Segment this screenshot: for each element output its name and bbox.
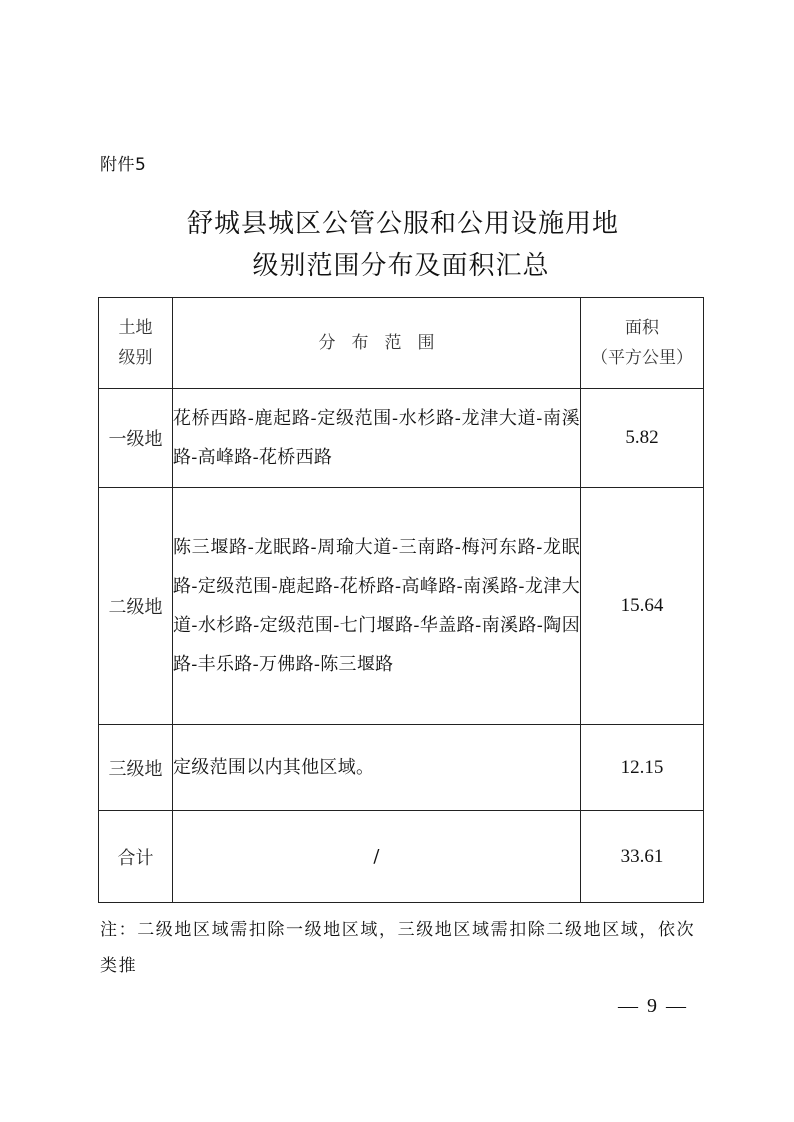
- row-range: 定级范围以内其他区域。: [173, 725, 581, 811]
- header-area: [581, 298, 704, 389]
- attachment-label: 附件5: [100, 155, 147, 175]
- row-area: 12.15: [581, 725, 704, 811]
- row-level: 一级地: [99, 389, 173, 488]
- row-area: 5.82: [581, 389, 704, 488]
- header-area-line1: 面积: [625, 318, 659, 338]
- document-title-line1: 舒城县城区公管公服和公用设施用地: [186, 209, 619, 239]
- page-number: — 9 —: [618, 995, 688, 1017]
- table-header-row: [99, 298, 704, 389]
- header-level: [99, 298, 173, 389]
- row-range: 陈三堰路-龙眠路-周瑜大道-三南路-梅河东路-龙眠路-定级范围-鹿起路-花桥路-高峰路-南溪路-龙津大道-水杉路-定级范围-七门堰路-华盖路-南溪路-陶因路-丰乐路-万佛路-陈三堰路: [173, 488, 581, 725]
- land-level-summary-table: [98, 297, 704, 903]
- row-range: 花桥西路-鹿起路-定级范围-水杉路-龙津大道-南溪路-高峰路-花桥西路: [173, 389, 581, 488]
- row-area: 15.64: [581, 488, 704, 725]
- header-level-line2: 级别: [118, 348, 153, 368]
- row-level: 合计: [99, 811, 173, 903]
- row-level: 二级地: [99, 488, 173, 725]
- table-row: [99, 725, 704, 811]
- table-row: [99, 389, 704, 488]
- table-row: [99, 488, 704, 725]
- row-area: 33.61: [581, 811, 704, 903]
- header-range-label: 分布范围: [318, 333, 451, 353]
- table-row-total: [99, 811, 704, 903]
- footnote: 注：二级地区域需扣除一级地区域，三级地区域需扣除二级地区域，依次类推: [100, 920, 696, 976]
- header-area-line2: （平方公里）: [591, 348, 693, 368]
- document-title-line2: 级别范围分布及面积汇总: [252, 251, 550, 281]
- header-level-line1: 土地: [118, 318, 153, 338]
- row-level: 三级地: [99, 725, 173, 811]
- row-range: /: [173, 811, 581, 903]
- header-range: [173, 298, 581, 389]
